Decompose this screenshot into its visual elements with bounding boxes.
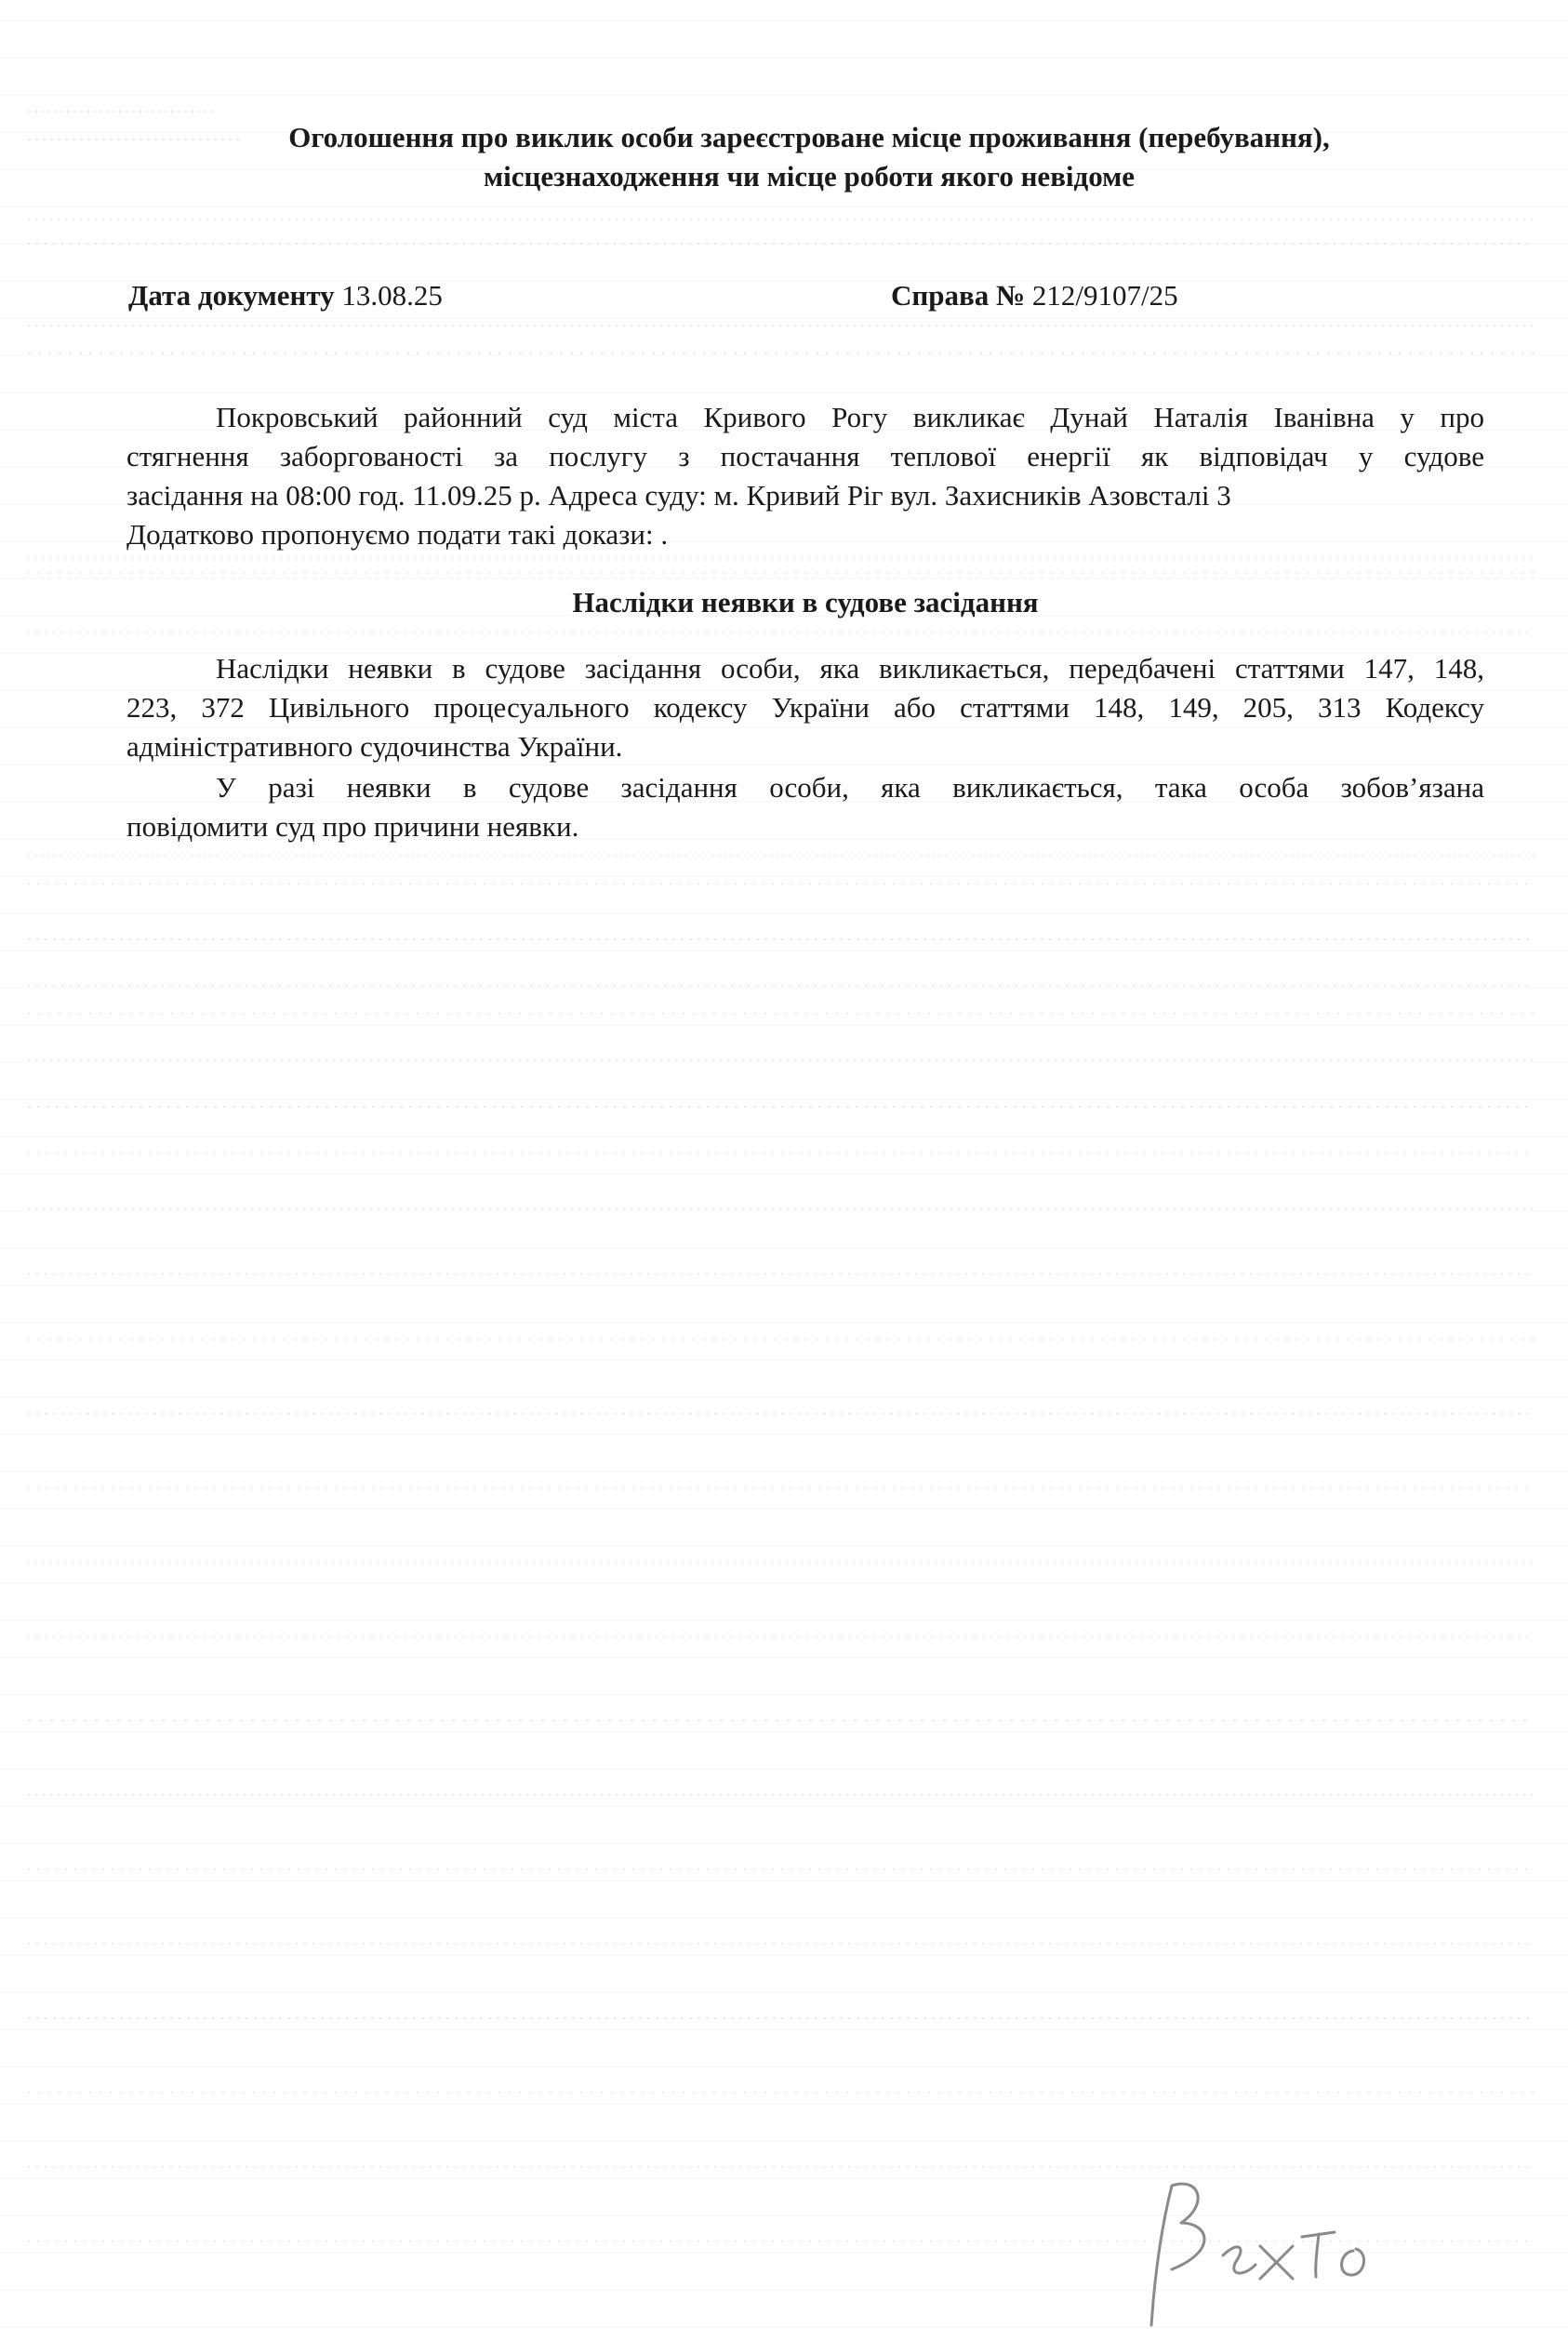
document-date: [128, 277, 443, 314]
consequences-line-3: адміністративного судочинства України.: [126, 730, 623, 763]
summons-paragraph: [126, 398, 1484, 554]
section-title: Наслідки неявки в судове засідання: [572, 586, 1039, 619]
summons-line-2: стягнення заборгованості за послугу з постачання теплової енергії як відповідач у судове: [126, 440, 1484, 472]
absence-notice-line-2: повідомити суд про причини неявки.: [126, 810, 579, 843]
summons-line-3: засідання на 08:00 год. 11.09.25 р. Адреса суду: м. Кривий Ріг вул. Захисників Азовсталі 3: [126, 479, 1231, 512]
document-date-label: Дата документу: [128, 279, 335, 312]
case-number-value: 212/9107/25: [1031, 279, 1178, 312]
consequences-line-2: 223, 372 Цивільного процесуального кодексу України або статтями 148, 149, 205, 313 Кодексу: [126, 691, 1484, 724]
summons-line-4: Додатково пропонуємо подати такі докази: .: [126, 518, 669, 551]
document-date-value: 13.08.25: [341, 279, 443, 312]
document-title-line-2: місцезнаходження чи місце роботи якого невідоме: [483, 160, 1136, 193]
consequences-line-1: Наслідки неявки в судове засідання особи, яка викликається, передбачені статтями 147, 148,: [216, 652, 1484, 685]
absence-notice-paragraph: [126, 768, 1484, 846]
summons-line-1: Покровський районний суд міста Кривого Рогу викликає Дунай Наталія Іванівна у про: [216, 401, 1484, 433]
document-title-line-1: Оголошення про виклик особи зареєстроване місце проживання (перебування),: [288, 121, 1330, 153]
handwritten-signature: [1135, 2167, 1414, 2334]
consequences-paragraph: [126, 649, 1484, 766]
absence-notice-line-1: У разі неявки в судове засідання особи, яка викликається, така особа зобов’язана: [216, 771, 1484, 804]
case-number-label: Справа №: [891, 279, 1026, 312]
case-number: [891, 277, 1178, 314]
